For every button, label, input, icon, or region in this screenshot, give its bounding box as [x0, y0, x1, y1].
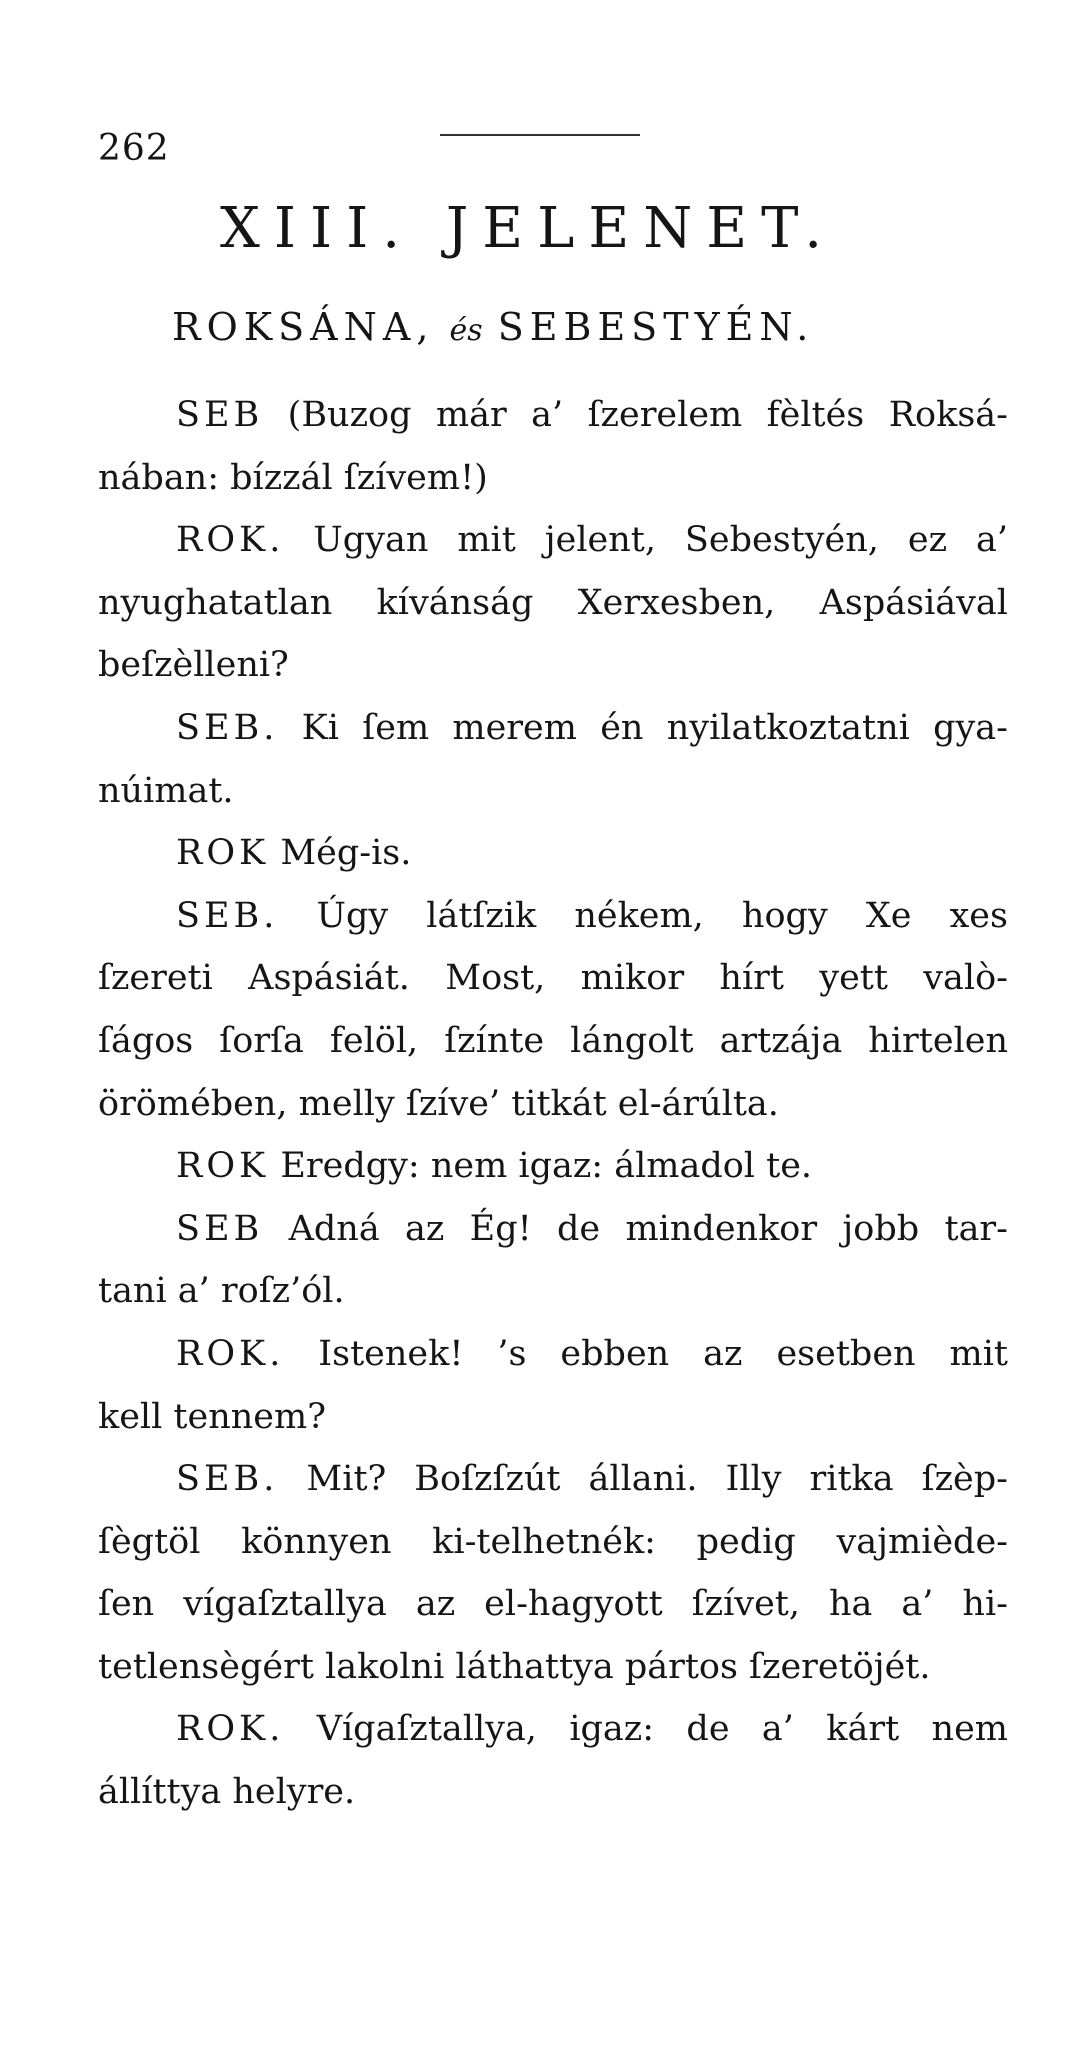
text-line [98, 1323, 1008, 1386]
text-line [98, 1511, 1008, 1574]
text-line [98, 885, 1008, 948]
text-line [98, 1198, 1008, 1261]
text-line [98, 697, 1008, 760]
speaker: ROK. [176, 520, 285, 561]
cast-sebestyen: SEBESTYÉN. [497, 305, 815, 349]
line-text: állíttya helyre. [98, 1772, 356, 1813]
line-text: Még-is. [269, 833, 412, 874]
text-line [98, 1573, 1008, 1636]
line-text: Ugyan mit jelent, Sebestyén, ez a’ [284, 520, 1008, 561]
line-text: kell tennem? [98, 1396, 326, 1437]
speaker: ROK. [176, 1709, 285, 1750]
dialogue-text [98, 384, 1008, 1824]
speaker: ROK [176, 1146, 270, 1187]
line-text: (Buzog már a’ ſzerelem fèltés Roksá- [263, 395, 1008, 435]
text-line [98, 822, 1008, 885]
line-text: Vígaſztallya, igaz: de a’ kárt nem [284, 1709, 1008, 1750]
speaker: SEB. [176, 1459, 279, 1500]
line-text: Istenek! ’s ebben az esetben mit [284, 1333, 1008, 1374]
speaker: SEB. [176, 707, 279, 748]
text-line [98, 947, 1008, 1010]
speaker: SEB [176, 1208, 264, 1249]
line-text: Eredgy: nem igaz: álmadol te. [269, 1146, 813, 1187]
speaker: ROK [176, 833, 270, 874]
line-text: Adná az Ég! de mindenkor jobb tar- [263, 1208, 1008, 1249]
line-text: beſzèlleni? [98, 645, 289, 686]
text-line [98, 1073, 1008, 1136]
text-line [98, 447, 1008, 510]
line-text: örömében, melly ſzíve’ titkát el-árúlta. [98, 1083, 779, 1124]
speaker: SEB [176, 395, 264, 435]
text-line [98, 1698, 1008, 1761]
speaker: ROK. [176, 1333, 285, 1374]
text-line [98, 572, 1008, 635]
line-text: nában: bízzál ſzívem!) [98, 457, 488, 498]
line-text: ſen vígaſztallya az el-hagyott ſzívet, ha a’ hi- [98, 1584, 1008, 1625]
line-text: ſègtöl könnyen ki-telhetnék: pedig vajmiède- [98, 1521, 1008, 1562]
line-text: Ki ſem merem én nyilatkoztatni gya- [278, 707, 1008, 748]
text-line [98, 1761, 1008, 1824]
text-line [98, 509, 1008, 572]
line-text: tetlensègért lakolni láthattya pártos ſzeretöjét. [98, 1646, 931, 1687]
cast-list [172, 305, 814, 349]
text-line [98, 384, 1008, 447]
line-text: tani a’ roſz’ól. [98, 1271, 345, 1312]
line-text: nyughatatlan kívánság Xerxesben, Aspásiával [98, 582, 1008, 623]
text-line [98, 1386, 1008, 1449]
header-rule [440, 134, 640, 136]
line-text: núimat. [98, 770, 234, 811]
speaker: SEB. [176, 895, 279, 936]
scene-title: XIII. JELENET. [220, 196, 837, 261]
line-text: Úgy látſzik nékem, hogy Xe xes [278, 895, 1008, 936]
text-line [98, 1260, 1008, 1323]
cast-conjunction: és [449, 313, 483, 348]
text-line [98, 634, 1008, 697]
text-line [98, 1636, 1008, 1699]
line-text: Mit? Boſzſzút állani. Illy ritka ſzèp- [278, 1459, 1008, 1500]
text-line [98, 760, 1008, 823]
line-text: ſágos ſorſa felöl, ſzínte lángolt artzája hirtelen [98, 1020, 1008, 1061]
text-line [98, 1135, 1008, 1198]
line-text: ſzereti Aspásiát. Most, mikor hírt yett valò- [98, 958, 1008, 999]
text-line [98, 1448, 1008, 1511]
page-number: 262 [98, 128, 170, 169]
cast-roksana: ROKSÁNA, [172, 305, 435, 349]
text-line [98, 1010, 1008, 1073]
